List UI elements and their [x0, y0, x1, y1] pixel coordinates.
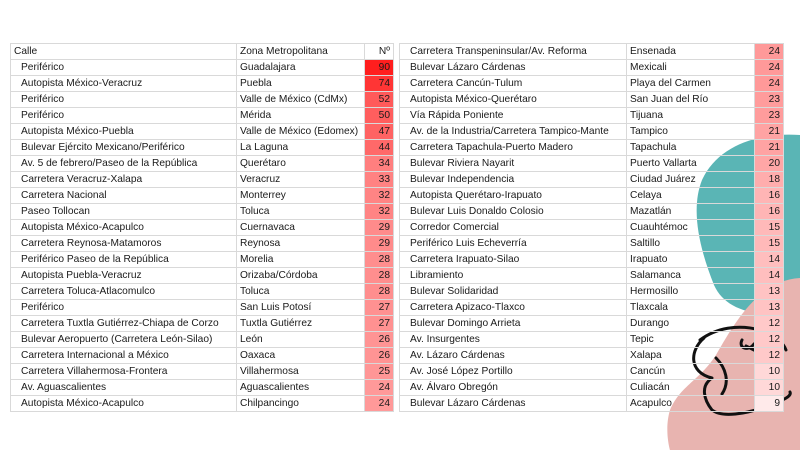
zone-cell: Mérida: [237, 108, 365, 124]
street-cell: Carretera Reynosa-Matamoros: [11, 236, 237, 252]
table-row: [400, 124, 784, 140]
zone-cell: Orizaba/Córdoba: [237, 268, 365, 284]
table-header-row: [11, 44, 394, 60]
zone-cell: Tepic: [627, 332, 755, 348]
count-cell: 12: [755, 348, 784, 364]
table-row: [11, 348, 394, 364]
zone-cell: Monterrey: [237, 188, 365, 204]
zone-cell: Querétaro: [237, 156, 365, 172]
table-row: [400, 316, 784, 332]
table-row: [11, 236, 394, 252]
street-cell: Periférico: [11, 60, 237, 76]
table-row: [11, 172, 394, 188]
street-cell: Av. de la Industria/Carretera Tampico-Mante: [400, 124, 627, 140]
table-row: [400, 300, 784, 316]
street-cell: Carretera Tapachula-Puerto Madero: [400, 140, 627, 156]
street-cell: Bulevar Aeropuerto (Carretera León-Silao): [11, 332, 237, 348]
header-zona: Zona Metropolitana: [237, 44, 365, 60]
zone-cell: Celaya: [627, 188, 755, 204]
zone-cell: San Luis Potosí: [237, 300, 365, 316]
count-cell: 24: [755, 60, 784, 76]
zone-cell: Cuernavaca: [237, 220, 365, 236]
table-row: [400, 364, 784, 380]
street-cell: Autopista Querétaro-Irapuato: [400, 188, 627, 204]
count-cell: 28: [365, 268, 394, 284]
zone-cell: Mexicali: [627, 60, 755, 76]
count-cell: 29: [365, 220, 394, 236]
count-cell: 52: [365, 92, 394, 108]
street-cell: Av. José López Portillo: [400, 364, 627, 380]
zone-cell: Villahermosa: [237, 364, 365, 380]
street-cell: Carretera Irapuato-Silao: [400, 252, 627, 268]
table-row: [400, 204, 784, 220]
zone-cell: Valle de México (CdMx): [237, 92, 365, 108]
zone-cell: Tlaxcala: [627, 300, 755, 316]
count-cell: 26: [365, 348, 394, 364]
table-row: [400, 380, 784, 396]
count-cell: 47: [365, 124, 394, 140]
street-cell: Periférico: [11, 108, 237, 124]
zone-cell: Acapulco: [627, 396, 755, 412]
table-row: [400, 172, 784, 188]
table-row: [400, 44, 784, 60]
street-cell: Periférico: [11, 300, 237, 316]
table-row: [400, 268, 784, 284]
street-cell: Autopista México-Acapulco: [11, 220, 237, 236]
count-cell: 20: [755, 156, 784, 172]
zone-cell: Aguascalientes: [237, 380, 365, 396]
count-cell: 28: [365, 284, 394, 300]
table-row: [400, 396, 784, 412]
zone-cell: Toluca: [237, 204, 365, 220]
zone-cell: Valle de México (Edomex): [237, 124, 365, 140]
zone-cell: Oaxaca: [237, 348, 365, 364]
header-num: Nº: [365, 44, 394, 60]
zone-cell: Xalapa: [627, 348, 755, 364]
street-cell: Corredor Comercial: [400, 220, 627, 236]
table-row: [11, 380, 394, 396]
street-cell: Av. Insurgentes: [400, 332, 627, 348]
zone-cell: La Laguna: [237, 140, 365, 156]
count-cell: 12: [755, 316, 784, 332]
table-row: [11, 204, 394, 220]
table-row: [11, 332, 394, 348]
table-row: [400, 284, 784, 300]
street-cell: Libramiento: [400, 268, 627, 284]
table-row: [400, 252, 784, 268]
roads-table-right: [399, 43, 784, 412]
count-cell: 21: [755, 124, 784, 140]
table-row: [11, 76, 394, 92]
zone-cell: Tampico: [627, 124, 755, 140]
table-row: [11, 364, 394, 380]
zone-cell: Reynosa: [237, 236, 365, 252]
count-cell: 23: [755, 92, 784, 108]
zone-cell: Saltillo: [627, 236, 755, 252]
street-cell: Bulevar Independencia: [400, 172, 627, 188]
count-cell: 16: [755, 188, 784, 204]
street-cell: Bulevar Luis Donaldo Colosio: [400, 204, 627, 220]
zone-cell: Irapuato: [627, 252, 755, 268]
street-cell: Av. Lázaro Cárdenas: [400, 348, 627, 364]
table-row: [11, 92, 394, 108]
table-row: [11, 188, 394, 204]
street-cell: Carretera Toluca-Atlacomulco: [11, 284, 237, 300]
count-cell: 24: [365, 380, 394, 396]
table-row: [400, 348, 784, 364]
count-cell: 44: [365, 140, 394, 156]
count-cell: 27: [365, 316, 394, 332]
table-row: [400, 92, 784, 108]
zone-cell: Playa del Carmen: [627, 76, 755, 92]
count-cell: 10: [755, 364, 784, 380]
table-row: [400, 332, 784, 348]
zone-cell: San Juan del Río: [627, 92, 755, 108]
count-cell: 24: [755, 76, 784, 92]
count-cell: 26: [365, 332, 394, 348]
table-row: [11, 268, 394, 284]
count-cell: 32: [365, 204, 394, 220]
count-cell: 74: [365, 76, 394, 92]
table-row: [11, 284, 394, 300]
zone-cell: Salamanca: [627, 268, 755, 284]
table-row: [400, 108, 784, 124]
street-cell: Autopista Puebla-Veracruz: [11, 268, 237, 284]
count-cell: 21: [755, 140, 784, 156]
table-row: [11, 300, 394, 316]
table-row: [400, 156, 784, 172]
count-cell: 23: [755, 108, 784, 124]
count-cell: 13: [755, 284, 784, 300]
count-cell: 28: [365, 252, 394, 268]
count-cell: 14: [755, 252, 784, 268]
street-cell: Autopista México-Acapulco: [11, 396, 237, 412]
zone-cell: Cancún: [627, 364, 755, 380]
count-cell: 90: [365, 60, 394, 76]
zone-cell: Cuauhtémoc: [627, 220, 755, 236]
street-cell: Carretera Villahermosa-Frontera: [11, 364, 237, 380]
table-row: [400, 236, 784, 252]
table-row: [11, 316, 394, 332]
street-cell: Bulevar Solidaridad: [400, 284, 627, 300]
street-cell: Autopista México-Veracruz: [11, 76, 237, 92]
count-cell: 10: [755, 380, 784, 396]
street-cell: Carretera Transpeninsular/Av. Reforma: [400, 44, 627, 60]
count-cell: 12: [755, 332, 784, 348]
street-cell: Periférico Luis Echeverría: [400, 236, 627, 252]
street-cell: Bulevar Riviera Nayarit: [400, 156, 627, 172]
street-cell: Av. Álvaro Obregón: [400, 380, 627, 396]
street-cell: Paseo Tollocan: [11, 204, 237, 220]
zone-cell: Tuxtla Gutiérrez: [237, 316, 365, 332]
table-row: [11, 60, 394, 76]
table-row: [400, 220, 784, 236]
count-cell: 18: [755, 172, 784, 188]
table-row: [11, 140, 394, 156]
count-cell: 24: [755, 44, 784, 60]
street-cell: Periférico Paseo de la República: [11, 252, 237, 268]
count-cell: 24: [365, 396, 394, 412]
table-row: [11, 108, 394, 124]
street-cell: Carretera Tuxtla Gutiérrez-Chiapa de Corzo: [11, 316, 237, 332]
zone-cell: Toluca: [237, 284, 365, 300]
street-cell: Autopista México-Querétaro: [400, 92, 627, 108]
street-cell: Autopista México-Puebla: [11, 124, 237, 140]
table-row: [400, 188, 784, 204]
count-cell: 32: [365, 188, 394, 204]
zone-cell: Ensenada: [627, 44, 755, 60]
street-cell: Carretera Veracruz-Xalapa: [11, 172, 237, 188]
street-cell: Bulevar Domingo Arrieta: [400, 316, 627, 332]
table-row: [11, 156, 394, 172]
count-cell: 34: [365, 156, 394, 172]
count-cell: 27: [365, 300, 394, 316]
zone-cell: Mazatlán: [627, 204, 755, 220]
roads-table-left: [10, 43, 394, 412]
count-cell: 33: [365, 172, 394, 188]
street-cell: Av. Aguascalientes: [11, 380, 237, 396]
zone-cell: Puebla: [237, 76, 365, 92]
street-cell: Bulevar Ejército Mexicano/Periférico: [11, 140, 237, 156]
zone-cell: Puerto Vallarta: [627, 156, 755, 172]
table-row: [11, 396, 394, 412]
zone-cell: Durango: [627, 316, 755, 332]
count-cell: 16: [755, 204, 784, 220]
table-row: [400, 76, 784, 92]
count-cell: 13: [755, 300, 784, 316]
zone-cell: Hermosillo: [627, 284, 755, 300]
street-cell: Bulevar Lázaro Cárdenas: [400, 396, 627, 412]
zone-cell: Morelia: [237, 252, 365, 268]
street-cell: Carretera Internacional a México: [11, 348, 237, 364]
street-cell: Carretera Apizaco-Tlaxco: [400, 300, 627, 316]
zone-cell: Tijuana: [627, 108, 755, 124]
table-row: [11, 252, 394, 268]
count-cell: 14: [755, 268, 784, 284]
street-cell: Av. 5 de febrero/Paseo de la República: [11, 156, 237, 172]
count-cell: 9: [755, 396, 784, 412]
count-cell: 25: [365, 364, 394, 380]
zone-cell: Guadalajara: [237, 60, 365, 76]
zone-cell: Tapachula: [627, 140, 755, 156]
zone-cell: Culiacán: [627, 380, 755, 396]
table-row: [400, 60, 784, 76]
count-cell: 50: [365, 108, 394, 124]
street-cell: Vía Rápida Poniente: [400, 108, 627, 124]
table-row: [400, 140, 784, 156]
zone-cell: Ciudad Juárez: [627, 172, 755, 188]
zone-cell: Veracruz: [237, 172, 365, 188]
count-cell: 29: [365, 236, 394, 252]
header-calle: Calle: [11, 44, 237, 60]
count-cell: 15: [755, 220, 784, 236]
zone-cell: Chilpancingo: [237, 396, 365, 412]
table-row: [11, 220, 394, 236]
count-cell: 15: [755, 236, 784, 252]
street-cell: Carretera Nacional: [11, 188, 237, 204]
street-cell: Carretera Cancún-Tulum: [400, 76, 627, 92]
street-cell: Bulevar Lázaro Cárdenas: [400, 60, 627, 76]
table-row: [11, 124, 394, 140]
street-cell: Periférico: [11, 92, 237, 108]
zone-cell: León: [237, 332, 365, 348]
